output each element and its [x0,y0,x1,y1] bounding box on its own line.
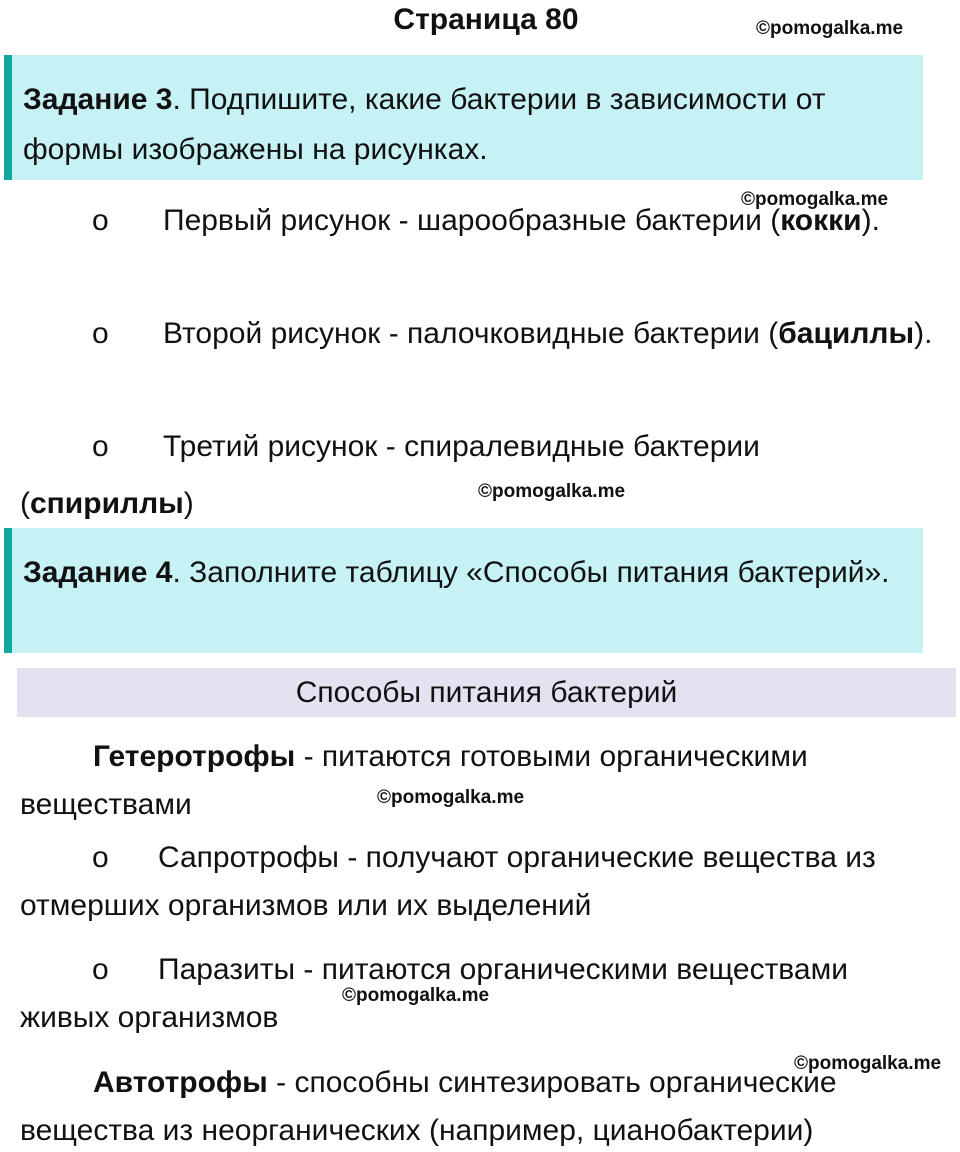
task-4-label: Задание 4 [23,556,173,589]
autotrophs-term: Автотрофы [93,1066,268,1099]
answer-kokki: кокки [780,204,862,237]
heterotrophs-term: Гетеротрофы [93,740,296,773]
task-4-box [4,528,923,653]
task-3-text: . Подпишите, какие бактерии в зависимости от формы изображены на рисунках. [23,83,826,166]
answer-bacilli: бациллы [778,317,915,350]
watermark: ©pomogalka.me [342,985,490,1006]
list-item: o Сапротрофы - получают органические вещества из отмерших организмов или их выделений [20,834,940,930]
heterotrophs-paragraph: Гетеротрофы - питаются готовыми органическими веществами [20,740,808,821]
task-4-text: . Заполните таблицу «Способы питания бактерий». [172,556,890,589]
watermark: ©pomogalka.me [794,1053,942,1074]
bullet-icon: o [92,841,109,874]
watermark: ©pomogalka.me [741,189,889,210]
list-item: o Паразиты - питаются органическими веществами живых организмов [20,946,940,1042]
list-item: o Третий рисунок - спиралевидные бактерии (спириллы) [20,418,940,532]
bullet-icon: o [92,953,109,986]
answer-spirilli: спириллы [30,487,184,520]
watermark: ©pomogalka.me [377,787,525,808]
list-item: o Первый рисунок - шарообразные бактерии (кокки). [20,192,940,249]
page-title: Страница 80 [393,3,579,36]
task-3-label: Задание 3 [23,83,173,116]
list-item: o Второй рисунок - палочковидные бактерии (бациллы). [20,305,940,362]
watermark: ©pomogalka.me [756,18,904,39]
bullet-icon: o [92,317,109,350]
watermark: ©pomogalka.me [478,481,626,502]
autotrophs-paragraph: Автотрофы - способны синтезировать органические вещества из неорганических (например, цианобактерии) [20,1066,837,1147]
task-3-box [4,55,923,180]
bullet-icon: o [92,430,109,463]
table-header: Способы питания бактерий [17,668,956,717]
bullet-icon: o [92,204,109,237]
